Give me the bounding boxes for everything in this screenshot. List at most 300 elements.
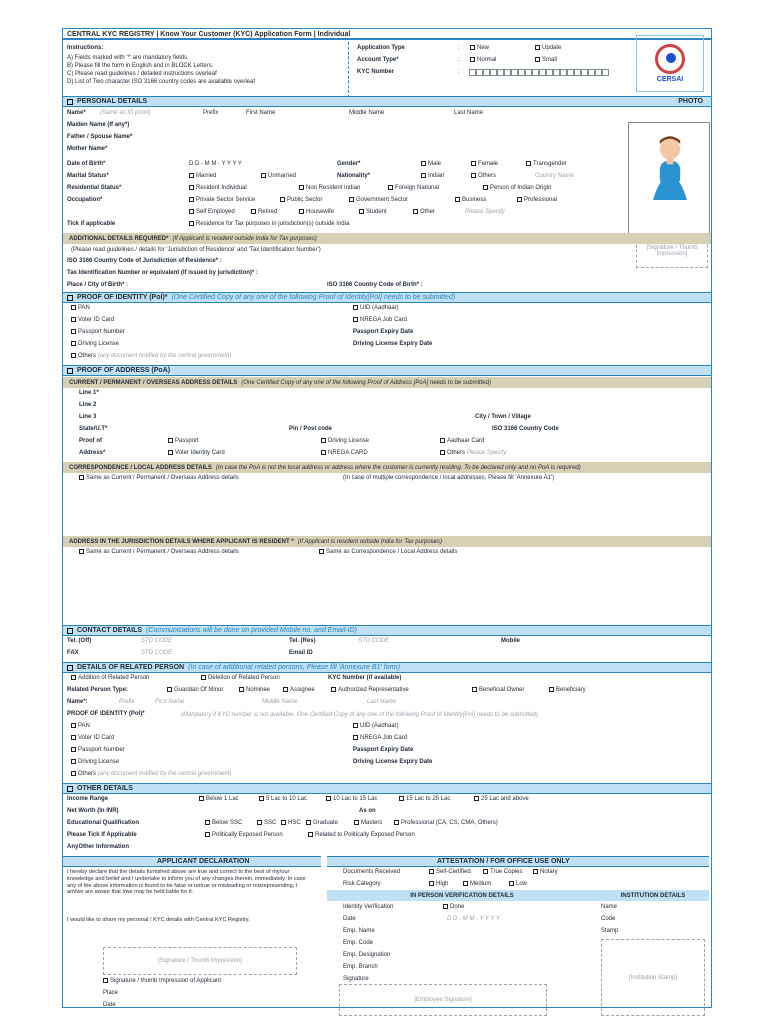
related-section-checkbox[interactable] bbox=[67, 665, 73, 671]
contact-section-checkbox[interactable] bbox=[67, 628, 73, 634]
photo-section-title: PHOTO bbox=[678, 98, 703, 105]
student-checkbox[interactable] bbox=[359, 209, 364, 214]
instructions-title: Instructions: bbox=[67, 45, 104, 51]
normal-checkbox[interactable] bbox=[470, 57, 475, 62]
professional-option bbox=[517, 197, 557, 203]
related-kyc-number: KYC Number (if available) bbox=[328, 675, 402, 681]
kyc-box[interactable] bbox=[532, 69, 539, 76]
institution-stamp-placeholder: [Institution Stamp] bbox=[628, 974, 678, 981]
small-checkbox[interactable] bbox=[535, 57, 540, 62]
kyc-box[interactable] bbox=[476, 69, 483, 76]
cersai-emblem-icon bbox=[655, 44, 685, 74]
signature-label: Signature bbox=[343, 976, 369, 982]
std-code-2: STD CODE bbox=[358, 638, 390, 644]
related-deletion bbox=[201, 675, 280, 681]
foreign-option bbox=[388, 185, 439, 191]
dob-placeholder: D D - M M - Y Y Y Y bbox=[189, 161, 242, 167]
poi-uid-checkbox[interactable] bbox=[353, 305, 358, 310]
personal-section-checkbox[interactable] bbox=[67, 99, 73, 105]
anyother-label: AnyOther Information bbox=[67, 844, 130, 850]
poa-passport-text: Passport bbox=[175, 438, 199, 445]
account-type-label: Account Type* bbox=[357, 57, 399, 63]
housewife-option bbox=[299, 209, 334, 215]
resident-checkbox[interactable] bbox=[189, 185, 194, 190]
related-guardian-text: Guardian Of Minor bbox=[174, 687, 224, 694]
edu-below-ssc bbox=[205, 820, 242, 826]
poi-passport-checkbox[interactable] bbox=[71, 329, 76, 334]
correspondence-section bbox=[63, 462, 711, 473]
related-pan-text: PAN bbox=[78, 723, 90, 730]
edu-professional-checkbox[interactable] bbox=[394, 820, 399, 825]
poa-others bbox=[440, 450, 506, 456]
kyc-box[interactable] bbox=[518, 69, 525, 76]
applicant-signature-option bbox=[103, 978, 221, 984]
name-hint: (Same as ID proof) bbox=[100, 110, 151, 116]
housewife-checkbox[interactable] bbox=[299, 209, 304, 214]
current-iso: ISO 3166 Country Code bbox=[492, 426, 559, 432]
related-others-checkbox[interactable] bbox=[71, 771, 76, 776]
indian-checkbox[interactable] bbox=[421, 173, 426, 178]
correspondence-title: CORRESPONDENCE / LOCAL ADDRESS DETAILS bbox=[69, 464, 212, 471]
related-pan bbox=[71, 723, 90, 729]
tel-res-label: Tel. (Res) bbox=[289, 638, 316, 644]
date-label-bottom: Date bbox=[103, 1002, 116, 1008]
income-below1-text: Below 1 Lac bbox=[206, 796, 239, 803]
indian-text: Indian bbox=[428, 173, 445, 180]
related-assignee bbox=[283, 687, 315, 693]
related-beneficiary-checkbox[interactable] bbox=[549, 687, 554, 692]
country-name-placeholder: Country Name bbox=[535, 173, 574, 179]
poi-dl-expiry-label: Driving License Expiry Date bbox=[353, 341, 433, 347]
related-passport-checkbox[interactable] bbox=[71, 747, 76, 752]
related-passport-exp: Passport Expiry Date bbox=[353, 747, 414, 753]
ipv-section bbox=[327, 890, 597, 901]
self-certified-option bbox=[429, 869, 471, 875]
poa-dl bbox=[321, 438, 369, 444]
related-voter bbox=[71, 735, 114, 741]
related-nominee bbox=[239, 687, 270, 693]
additional-section bbox=[63, 233, 711, 244]
kyc-box[interactable] bbox=[602, 69, 609, 76]
proof-of-label: Proof of bbox=[79, 438, 102, 444]
edu-below-ssc-checkbox[interactable] bbox=[205, 820, 210, 825]
current-address-hint: (One Certified Copy of any one of the following Proof of Address [PoA] needs to be submitted) bbox=[241, 379, 491, 386]
application-new-wrap bbox=[470, 45, 489, 51]
kyc-box[interactable] bbox=[511, 69, 518, 76]
related-passport bbox=[71, 747, 125, 753]
female-option bbox=[471, 161, 498, 167]
female-text: Female bbox=[478, 161, 499, 168]
professional-text: Professional bbox=[524, 197, 558, 204]
unmarried-option bbox=[261, 173, 296, 179]
notary-text: Notary bbox=[540, 869, 558, 876]
nationality-label: Nationality* bbox=[337, 173, 371, 179]
true-copies-checkbox[interactable] bbox=[483, 869, 488, 874]
income-r4 bbox=[474, 796, 529, 802]
kyc-box[interactable] bbox=[469, 69, 476, 76]
risk-medium-checkbox[interactable] bbox=[463, 881, 468, 886]
others-text: Others bbox=[478, 173, 497, 180]
related-middle: Middle Name bbox=[262, 699, 298, 705]
notary-option bbox=[533, 869, 558, 875]
related-beneficial-text: Beneficial Owner bbox=[479, 687, 525, 694]
poi-pan-text: PAN bbox=[78, 305, 90, 312]
income-label: Income Range bbox=[67, 796, 109, 802]
poi-pan-checkbox[interactable] bbox=[71, 305, 76, 310]
poi-others-checkbox[interactable] bbox=[71, 353, 76, 358]
edu-hsc-checkbox[interactable] bbox=[281, 820, 286, 825]
poa-others-checkbox[interactable] bbox=[440, 450, 445, 455]
jurisdiction-title: ADDRESS IN THE JURISDICTION DETAILS WHERE APPLICANT IS RESIDENT * bbox=[69, 538, 294, 545]
transgender-text: Transgender bbox=[533, 161, 567, 168]
corr-multiple-note: (In case of multiple correspondence / local addresses, Please fill 'Annexure A1') bbox=[343, 475, 555, 481]
related-nrega bbox=[353, 735, 407, 741]
unmarried-text: Unmarried bbox=[268, 173, 297, 180]
juris-same-corr-checkbox[interactable] bbox=[319, 549, 324, 554]
poi-others-text: Others bbox=[78, 353, 97, 360]
current-line3: Line 3 bbox=[79, 414, 97, 420]
related-beneficial bbox=[472, 687, 524, 693]
self-certified-text: Self-Certified bbox=[436, 869, 471, 876]
ipv-title: IN PERSON VERIFICATION DETAILS bbox=[410, 892, 514, 899]
edu-masters bbox=[354, 820, 382, 826]
poi-others-hint: (any document notified by the central government) bbox=[97, 353, 232, 360]
professional-checkbox[interactable] bbox=[517, 197, 522, 202]
institution-name-label: Name bbox=[601, 904, 618, 910]
related-beneficial-checkbox[interactable] bbox=[472, 687, 477, 692]
related-beneficiary-text: Beneficiary bbox=[556, 687, 586, 694]
poi-nrega-checkbox[interactable] bbox=[353, 317, 358, 322]
personal-section-title: PERSONAL DETAILS bbox=[77, 98, 148, 105]
income-r3-checkbox[interactable] bbox=[399, 796, 404, 801]
self-option bbox=[189, 209, 235, 215]
additional-title: ADDITIONAL DETAILS REQUIRED* bbox=[69, 235, 169, 242]
identity-label: Identity Verification bbox=[343, 904, 394, 910]
related-uid-checkbox[interactable] bbox=[353, 723, 358, 728]
married-option bbox=[189, 173, 216, 179]
poa-voter-checkbox[interactable] bbox=[168, 450, 173, 455]
married-text: Married bbox=[196, 173, 217, 180]
nri-checkbox[interactable] bbox=[299, 185, 304, 190]
public-checkbox[interactable] bbox=[280, 197, 285, 202]
poi-voter-text: Voter ID Card bbox=[78, 317, 115, 324]
poi-voter bbox=[71, 317, 114, 323]
poi-passport-expiry-label: Passport Expiry Date bbox=[353, 329, 414, 335]
employee-signature-box[interactable] bbox=[339, 984, 547, 1016]
juris-same-current bbox=[79, 549, 239, 555]
related-uid-text: UID (Aadhaar) bbox=[360, 723, 399, 730]
income-r1-checkbox[interactable] bbox=[259, 796, 264, 801]
application-colon-2: : bbox=[458, 57, 460, 63]
instruction-line-a: A) Fields marked with '*' are mandatory fields. bbox=[67, 55, 189, 61]
application-colon-1: : bbox=[458, 45, 460, 51]
residential-label: Residential Status* bbox=[67, 185, 122, 191]
related-pan-checkbox[interactable] bbox=[71, 723, 76, 728]
other-checkbox[interactable] bbox=[413, 209, 418, 214]
related-voter-checkbox[interactable] bbox=[71, 735, 76, 740]
self-text: Self Employed bbox=[196, 209, 235, 216]
person-photo-icon bbox=[643, 132, 697, 200]
additional-hint: (If Applicant is resident outside India for Tax purposes) bbox=[172, 235, 317, 242]
emp-branch-label: Emp. Branch bbox=[343, 964, 378, 970]
kyc-box[interactable] bbox=[560, 69, 567, 76]
emp-designation-label: Emp. Designation bbox=[343, 952, 391, 958]
declaration-text: I hereby declare that the details furnished above are true and correct to the best of my/our knowledge and belief and I undertake to inform you of any changes therein, immediately. In case any of the above information is found to be false or untrue or misleading or misrepresenting, I am/we are aware that I/we may be held liable for it. bbox=[67, 869, 306, 896]
kyc-box[interactable] bbox=[553, 69, 560, 76]
application-type-label: Application Type bbox=[357, 45, 405, 51]
foreign-checkbox[interactable] bbox=[388, 185, 393, 190]
employee-signature-placeholder: [Employee Signature] bbox=[414, 997, 472, 1003]
related-nominee-text: Nominee bbox=[246, 687, 271, 694]
poi-driving-text: Driving License bbox=[78, 341, 120, 348]
kyc-box[interactable] bbox=[546, 69, 553, 76]
other-section-checkbox[interactable] bbox=[67, 786, 73, 792]
edu-masters-text: Masters bbox=[361, 820, 383, 827]
female-checkbox[interactable] bbox=[471, 161, 476, 166]
related-nrega-text: NREGA Job Card bbox=[360, 735, 408, 742]
income-r3-text: 15 Lac to 25 Lac bbox=[406, 796, 451, 803]
poi-section-checkbox[interactable] bbox=[67, 295, 73, 301]
kyc-box[interactable] bbox=[483, 69, 490, 76]
poa-nrega-checkbox[interactable] bbox=[321, 450, 326, 455]
related-prefix: Prefix bbox=[119, 699, 135, 705]
contact-title: CONTACT DETAILS bbox=[77, 627, 143, 634]
done-text: Done bbox=[450, 904, 465, 911]
related-title: DETAILS OF RELATED PERSON bbox=[77, 664, 185, 671]
edu-masters-checkbox[interactable] bbox=[354, 820, 359, 825]
attestation-section bbox=[327, 856, 709, 867]
update-checkbox[interactable] bbox=[535, 45, 540, 50]
instruction-line-d: D) List of Two character ISO 3166 country codes are available overleaf bbox=[67, 79, 255, 85]
related-deletion-checkbox[interactable] bbox=[201, 675, 206, 680]
attestation-date-placeholder: D D - M M - Y Y Y Y bbox=[447, 916, 500, 922]
govt-checkbox[interactable] bbox=[349, 197, 354, 202]
poa-section-checkbox[interactable] bbox=[67, 368, 73, 374]
retired-checkbox[interactable] bbox=[251, 209, 256, 214]
poi-uid-text: UID (Aadhaar) bbox=[360, 305, 399, 312]
section-related bbox=[63, 662, 711, 673]
attestation-date-label: Date bbox=[343, 916, 356, 922]
poa-please-specify: Please Specify bbox=[466, 450, 507, 457]
tax-res-text: Residence for Tax purposes in jurisdiction(s) outside India bbox=[196, 221, 350, 228]
related-nrega-checkbox[interactable] bbox=[353, 735, 358, 740]
applicant-signature-box[interactable] bbox=[103, 947, 297, 975]
corr-same-current-text: Same as Current / Permanent / Overseas Address details bbox=[86, 475, 239, 482]
place-label-bottom: Place bbox=[103, 990, 119, 996]
transgender-checkbox[interactable] bbox=[526, 161, 531, 166]
poi-passport bbox=[71, 329, 125, 335]
poa-nrega bbox=[321, 450, 368, 456]
small-wrap bbox=[535, 57, 557, 63]
married-checkbox[interactable] bbox=[189, 173, 194, 178]
income-r4-text: 25 Lac and above bbox=[481, 796, 529, 803]
related-pep-option bbox=[308, 832, 415, 838]
poa-aadhaar-checkbox[interactable] bbox=[440, 438, 445, 443]
mother-label: Mother Name* bbox=[67, 146, 108, 152]
related-driving-text: Driving License bbox=[78, 759, 120, 766]
poi-uid bbox=[353, 305, 399, 311]
declaration-title: APPLICANT DECLARATION bbox=[157, 858, 250, 865]
related-driving-checkbox[interactable] bbox=[71, 759, 76, 764]
done-checkbox[interactable] bbox=[443, 904, 448, 909]
risk-low-checkbox[interactable] bbox=[509, 881, 514, 886]
income-r2-checkbox[interactable] bbox=[326, 796, 331, 801]
small-label: Small bbox=[542, 57, 558, 64]
income-r3 bbox=[399, 796, 450, 802]
edu-graduate-checkbox[interactable] bbox=[306, 820, 311, 825]
unmarried-checkbox[interactable] bbox=[261, 173, 266, 178]
related-nominee-checkbox[interactable] bbox=[239, 687, 244, 692]
govt-option bbox=[349, 197, 408, 203]
poa-aadhaar-text: Aadhaar Card bbox=[447, 438, 485, 445]
poa-dl-checkbox[interactable] bbox=[321, 438, 326, 443]
poi-nrega-text: NREGA Job Card bbox=[360, 317, 408, 324]
photo-signature-label: [Signature / Thumb Impression] bbox=[646, 245, 698, 257]
related-hint: (In case of additional related persons, Please fill 'Annexure B1' form) bbox=[188, 664, 401, 671]
risk-high-text: High bbox=[436, 881, 449, 888]
poa-voter-text: Voter Identity Card bbox=[175, 450, 225, 457]
related-assignee-checkbox[interactable] bbox=[283, 687, 288, 692]
kyc-box[interactable] bbox=[504, 69, 511, 76]
normal-label: Normal bbox=[477, 57, 497, 64]
documents-label: Documents Received bbox=[343, 869, 401, 875]
iso-birth-label: ISO 3166 Country Code of Birth* : bbox=[327, 282, 423, 288]
tax-res-checkbox[interactable] bbox=[189, 221, 194, 226]
photo-box[interactable] bbox=[628, 122, 710, 244]
poi-voter-checkbox[interactable] bbox=[71, 317, 76, 322]
retired-text: Retired bbox=[258, 209, 278, 216]
public-option bbox=[280, 197, 322, 203]
business-text: Business bbox=[462, 197, 487, 204]
jurisdiction-hint: (If Applicant is resident outside India for Tax purposes) bbox=[297, 538, 442, 545]
income-r1-text: 5 Lac to 10 Lac bbox=[266, 796, 308, 803]
male-text: Male bbox=[428, 161, 442, 168]
related-pep-text: Related to Politically Exposed Person bbox=[315, 832, 415, 839]
kyc-number-boxes[interactable] bbox=[469, 69, 609, 76]
std-code-3: STD CODE bbox=[141, 650, 173, 656]
edu-graduate-text: Graduate bbox=[313, 820, 339, 827]
pio-option bbox=[483, 185, 551, 191]
emp-code-label: Emp. Code bbox=[343, 940, 374, 946]
poa-aadhaar bbox=[440, 438, 484, 444]
business-option bbox=[455, 197, 486, 203]
private-text: Private Sector Service bbox=[196, 197, 256, 204]
fax-label: FAX bbox=[67, 650, 79, 656]
pep-text: Politically Exposed Person bbox=[212, 832, 283, 839]
declaration-section bbox=[63, 856, 321, 867]
institution-stamp-box[interactable] bbox=[601, 939, 705, 1016]
edu-ssc-text: SSC bbox=[264, 820, 277, 827]
prefix-placeholder: Prefix bbox=[203, 110, 219, 116]
private-checkbox[interactable] bbox=[189, 197, 194, 202]
juris-same-current-checkbox[interactable] bbox=[79, 549, 84, 554]
private-option bbox=[189, 197, 255, 203]
kyc-box[interactable] bbox=[588, 69, 595, 76]
poi-title: PROOF OF IDENTITY (PoI)* bbox=[77, 294, 168, 301]
related-addition bbox=[71, 675, 149, 681]
gender-label: Gender* bbox=[337, 161, 361, 167]
kyc-box[interactable] bbox=[567, 69, 574, 76]
net-label: Net Worth (In INR) bbox=[67, 808, 119, 814]
others-checkbox[interactable] bbox=[471, 173, 476, 178]
pep-checkbox[interactable] bbox=[205, 832, 210, 837]
self-certified-checkbox[interactable] bbox=[429, 869, 434, 874]
related-authorized-checkbox[interactable] bbox=[331, 687, 336, 692]
kyc-box[interactable] bbox=[581, 69, 588, 76]
risk-high-option bbox=[429, 881, 448, 887]
kyc-box[interactable] bbox=[490, 69, 497, 76]
new-checkbox[interactable] bbox=[470, 45, 475, 50]
declaration-share-text: I would like to share my personal / KYC details with Central KYC Registry. bbox=[67, 917, 250, 923]
occupation-label: Occupation* bbox=[67, 197, 103, 203]
self-checkbox[interactable] bbox=[189, 209, 194, 214]
application-colon-3: : bbox=[458, 69, 460, 75]
corr-same-current-checkbox[interactable] bbox=[79, 475, 84, 480]
done-option bbox=[443, 904, 464, 910]
business-checkbox[interactable] bbox=[455, 197, 460, 202]
related-authorized bbox=[331, 687, 409, 693]
tick-if-label: Tick if applicable bbox=[67, 221, 116, 227]
address-label: Address* bbox=[79, 450, 106, 456]
poi-pan bbox=[71, 305, 90, 311]
kyc-box[interactable] bbox=[525, 69, 532, 76]
resident-option bbox=[189, 185, 247, 191]
institution-title: INSTITUTION DETAILS bbox=[620, 892, 686, 899]
poi-hint: (One Certified Copy of any one of the following Proof of Identity[PoI] needs to be submitted) bbox=[171, 294, 456, 301]
kyc-box[interactable] bbox=[497, 69, 504, 76]
edu-ssc bbox=[257, 820, 276, 826]
related-guardian-checkbox[interactable] bbox=[167, 687, 172, 692]
income-below1-checkbox[interactable] bbox=[199, 796, 204, 801]
current-pin: Pin / Post code bbox=[289, 426, 333, 432]
related-last: Last Name bbox=[367, 699, 397, 705]
related-type-label: Related Person Type: bbox=[67, 687, 128, 693]
current-line1: Line 1* bbox=[79, 390, 99, 396]
male-option bbox=[421, 161, 441, 167]
kyc-form-page bbox=[62, 28, 712, 1008]
edu-ssc-checkbox[interactable] bbox=[257, 820, 262, 825]
related-addition-checkbox[interactable] bbox=[71, 675, 76, 680]
dob-label: Date of Birth* bbox=[67, 161, 106, 167]
additional-note: (Please read guidelines / details for 'Jurisdiction of Residence' and 'Tax Identification Number') bbox=[71, 247, 321, 253]
kyc-box[interactable] bbox=[539, 69, 546, 76]
kyc-box[interactable] bbox=[595, 69, 602, 76]
poi-others bbox=[71, 353, 231, 359]
poa-title: PROOF OF ADDRESS (PoA) bbox=[77, 367, 171, 374]
jurisdiction-section bbox=[63, 536, 711, 547]
risk-high-checkbox[interactable] bbox=[429, 881, 434, 886]
cersai-logo bbox=[636, 35, 704, 92]
income-r4-checkbox[interactable] bbox=[474, 796, 479, 801]
related-first: First Name bbox=[155, 699, 185, 705]
student-option bbox=[359, 209, 387, 215]
applicant-signature-checkbox[interactable] bbox=[103, 978, 108, 983]
true-copies-text: True Copies bbox=[490, 869, 523, 876]
kyc-box[interactable] bbox=[574, 69, 581, 76]
poi-driving-checkbox[interactable] bbox=[71, 341, 76, 346]
edu-professional bbox=[394, 820, 498, 826]
related-pep-checkbox[interactable] bbox=[308, 832, 313, 837]
emp-name-label: Emp. Name bbox=[343, 928, 375, 934]
poa-passport-checkbox[interactable] bbox=[168, 438, 173, 443]
notary-checkbox[interactable] bbox=[533, 869, 538, 874]
pio-checkbox[interactable] bbox=[483, 185, 488, 190]
related-dl-exp: Driving License Expiry Date bbox=[353, 759, 433, 765]
male-checkbox[interactable] bbox=[421, 161, 426, 166]
iso-jurisdiction-label: ISO 3166 Country Code of Jurisdiction of Residence* : bbox=[67, 258, 222, 264]
risk-medium-option bbox=[463, 881, 491, 887]
place-label: Place / City of Birth* : bbox=[67, 282, 129, 288]
